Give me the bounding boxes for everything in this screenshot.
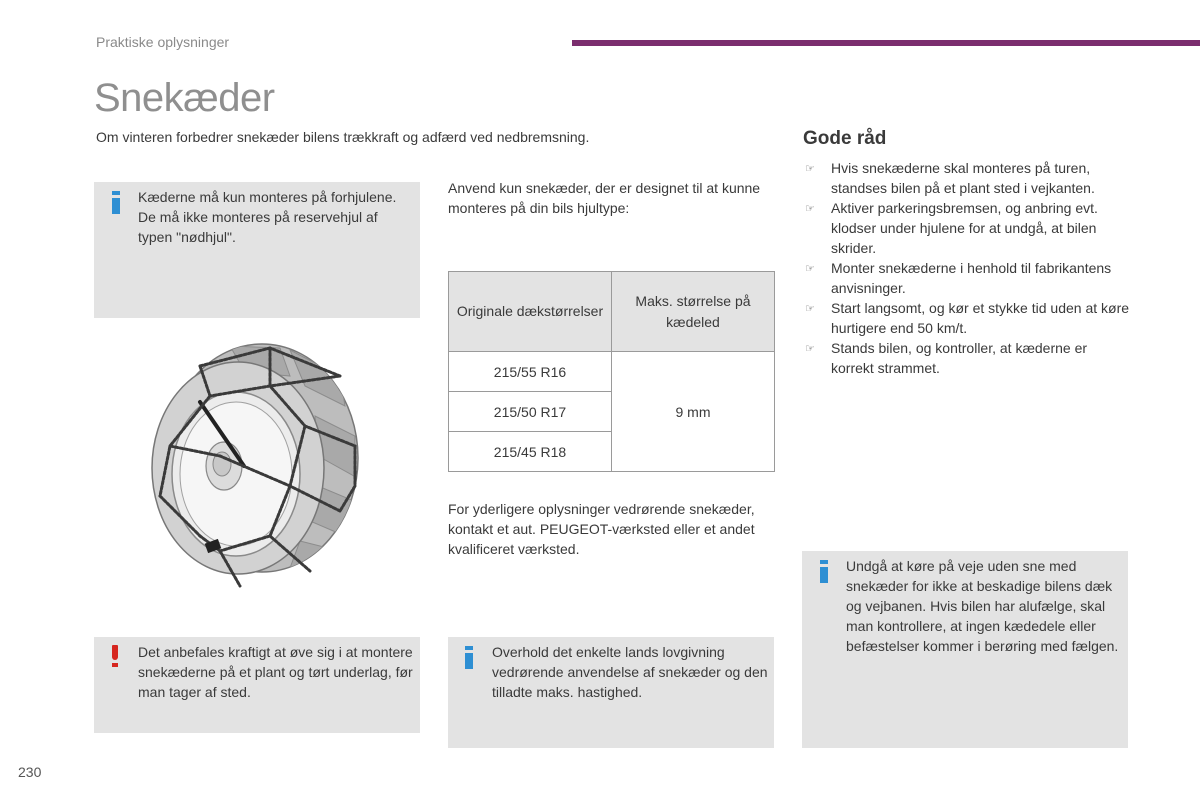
info-text: Overhold det enkelte lands lovgivning vedrørende anvendelse af snekæder og den tilladte maks. hastighed. [492, 644, 768, 700]
info-box-legislation [448, 637, 774, 748]
table-cell-link-size: 9 mm [612, 352, 775, 472]
table-cell-tire-size: 215/45 R18 [449, 432, 612, 472]
info-text: Undgå at køre på veje uden sne med snekæder for ikke at beskadige bilens dæk og vejbanen. Hvis bilen har alufælge, skal man kontrollere, at ingen kædedele eller befæstelser kommer i berøring med fælgen. [846, 558, 1119, 654]
tire-size-table [448, 271, 775, 472]
list-item: ☞ Hvis snekæderne skal monteres på turen, standses bilen på et plant sted i vejkanten. [805, 160, 1095, 196]
tips-list [803, 158, 1133, 378]
table-header-tire-size: Originale dækstørrelser [449, 272, 612, 352]
hand-pointer-icon: ☞ [805, 263, 815, 275]
list-item: ☞ Stands bilen, og kontroller, at kæderne er korrekt strammet. [805, 340, 1088, 376]
snow-chain-tire-illustration [140, 336, 380, 596]
hand-pointer-icon: ☞ [805, 203, 815, 215]
hand-pointer-icon: ☞ [805, 163, 815, 175]
warning-box [94, 637, 420, 733]
info-icon [465, 646, 473, 669]
list-item: ☞ Aktiver parkeringsbremsen, og anbring evt. klodser under hjulene for at undgå, at bilen skrider. [805, 200, 1098, 256]
tips-heading: Gode råd [803, 128, 887, 149]
hand-pointer-icon: ☞ [805, 343, 815, 355]
list-item: ☞ Start langsomt, og kør et stykke tid uden at køre hurtigere end 50 km/t. [805, 300, 1130, 336]
page-title: Snekæder [94, 76, 275, 120]
list-item: ☞ Monter snekæderne i henhold til fabrikantens anvisninger. [805, 260, 1112, 296]
table-cell-tire-size: 215/50 R17 [449, 392, 612, 432]
info-box-front-wheels [94, 182, 420, 318]
usage-text: Anvend kun snekæder, der er designet til at kunne monteres på din bils hjultype: [448, 180, 761, 216]
table-header-link-size: Maks. størrelse på kædeled [612, 272, 775, 352]
section-accent-bar [572, 40, 1200, 46]
warning-text: Det anbefales kraftigt at øve sig i at montere snekæderne på et plant og tørt underlag, før man tager af sted. [138, 644, 413, 700]
page-number: 230 [18, 764, 42, 780]
warning-icon [111, 645, 119, 667]
info-text: Kæderne må kun monteres på forhjulene. De må ikke monteres på reservehjul af typen "nødhjul". [138, 189, 397, 245]
more-info-text: For yderligere oplysninger vedrørende snekæder, kontakt et aut. PEUGEOT-værksted eller et andet kvalificeret værksted. [448, 501, 755, 557]
table-cell-tire-size: 215/55 R16 [449, 352, 612, 392]
info-box-alloy-rims [802, 551, 1128, 748]
info-icon [112, 191, 120, 214]
info-icon [820, 560, 828, 583]
section-label: Praktiske oplysninger [96, 34, 230, 50]
intro-text: Om vinteren forbedrer snekæder bilens trækkraft og adfærd ved nedbremsning. [96, 129, 590, 145]
hand-pointer-icon: ☞ [805, 303, 815, 315]
